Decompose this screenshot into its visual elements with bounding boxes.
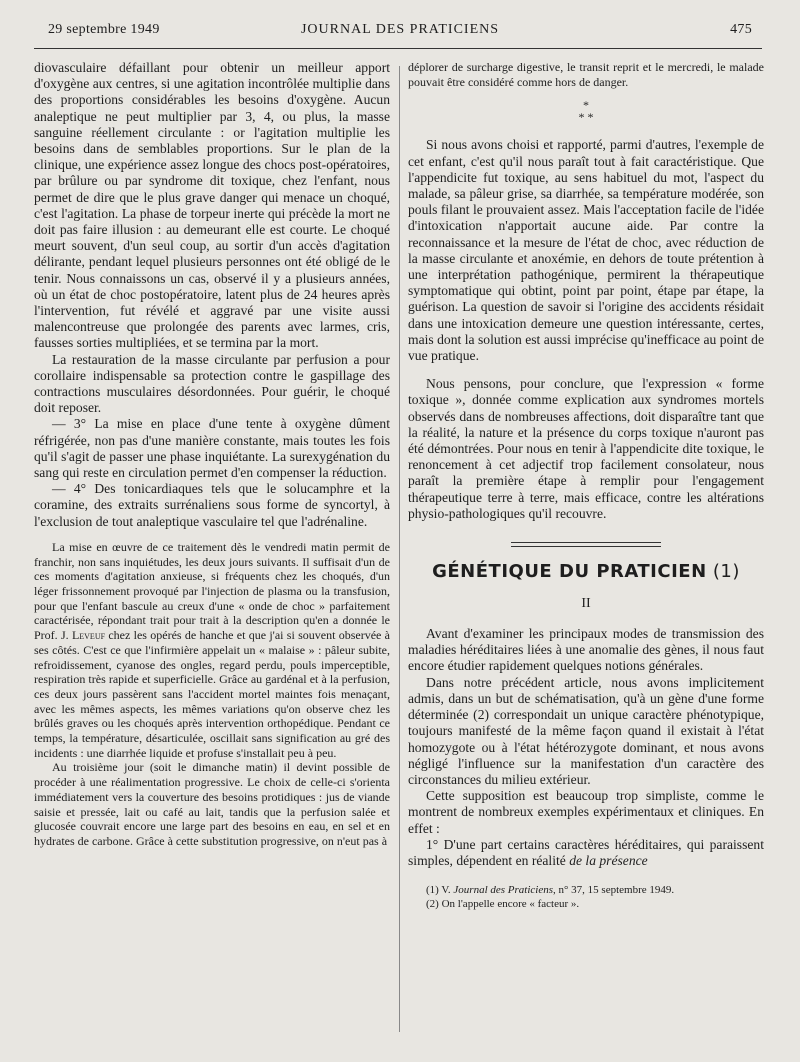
paragraph: Dans notre précédent article, nous avons implicitement admis, dans un but de schématisation, qu'à un gène d'une forme déterminée (2) correspondait un unique caractère phénotypique, toujours manifesté de la même façon quand il existait à l'état homozygote ou à l'état hétérozygote dominant, et nous avons négligé l'influence sur la manifestation d'un caractère des circonstances du milieu extérieur.	[408, 674, 764, 787]
paragraph: Avant d'examiner les principaux modes de transmission des maladies héréditaires liées à une anomalie des gènes, il nous faut encore étudier rapidement quelques notions générales.	[408, 626, 764, 674]
paragraph: diovasculaire défaillant pour obtenir un meilleur apport d'oxygène aux centres, si une agitation incontrôlée multiplie dans des proportions considérables les besoins d'oxygène. Aucun analeptique ne peut multiplier par 3, 4, ou plus, la masse sanguine réellement circulante : or l'agitation multiplie les besoins dans de semblables proportions. Sur le plan de la clinique, une expérience assez longue des chocs post-opératoires, par brûlure ou par syndrome dit toxique, chez l'enfant, nous permet de dire que le plus grave danger qui menace un choqué, c'est l'agitation. La phase de torpeur inerte qui précède la mort ne doit pas faire illusion : au demeurant elle est courte. Le choqué meurt souvent, d'un seul coup, au sortir d'un accès d'agitation délirante, pendant lequel plusieurs personnes ont été obligé de le tenir. Nous connaissons un cas, observé il y a plusieurs années, où un état de choc postopératoire, latent plus de 24 heures après l'intervention, fut révélé et aggravé par une visite aussi malencontreuse que prolongée des parents avec larmes, cris, fausses sorties multipliées, et se termina par la mort.	[34, 60, 390, 351]
ornament-rule	[511, 546, 661, 547]
ornament-rule	[511, 542, 661, 543]
section-title-note: (1)	[706, 561, 740, 583]
header-page-number: 475	[730, 22, 752, 37]
paragraph: — 4° Des tonicardiaques tels que le solucamphre et la coramine, des extraits surrénaliens sous forme de syncortyl, à l'exclusion de tout analeptique vasculaire tel que l'adrénaline.	[34, 481, 390, 529]
header-date: 29 septembre 1949	[48, 22, 160, 37]
section-title	[408, 561, 764, 582]
section-numeral: II	[581, 596, 591, 612]
paragraph: Si nous avons choisi et rapporté, parmi d'autres, l'exemple de cet enfant, c'est qu'il nous paraît tout à fait caractéristique. Que l'appendicite fut toxique, au sens habituel du mot, l'aspect du malade, sa pâleur grise, sa diarrhée, sa température modérée, son pouls filant le prouvaient assez. Mais l'acceptation facile de l'idée d'intoxication n'apportait aucune aide. Par contre la reconnaissance et la mesure de l'état de choc, avec réduction de la masse circulante et anoxémie, en dehors de toute prétention à une interprétation pathogénique, permirent la thérapeutique symptomatique qui obtint, point par point, étape par étape, la guérison. La question de savoir si l'origine des accidents résidait dans une intoxication demeure une question intéressante, certes, mais dont la solution est aussi imprécise qu'inefficace au point de vue pratique.	[408, 137, 764, 364]
text-run: 1° D'une part certains caractères héréditaires, qui paraissent simples, dépendent en réalité	[408, 836, 764, 868]
footnote-text: , n° 37, 15 septembre 1949.	[553, 884, 675, 897]
footnote	[408, 897, 764, 911]
paragraph: La restauration de la masse circulante par perfusion a pour corollaire indispensable sa protection contre le gaspillage des contractions musculaires désordonnées. Pour guérir, le choqué doit reposer.	[34, 351, 390, 416]
left-large-text	[34, 60, 390, 530]
right-column	[408, 60, 764, 1042]
column-divider	[399, 66, 400, 1032]
section-ornament	[511, 542, 661, 547]
paragraph: Nous pensons, pour conclure, que l'expression « forme toxique », donnée comme explication aux syndromes mortels observés dans de nombreuses affections, doit disparaître tant que la réalité, la nature et la présence du corps toxique n'auront pas été démontrées. Pour nous en tenir à l'appendicite dite toxique, le renoncement à cet adjectif trop facilement consolateur, nous paraît la première étape à remplir pour l'engagement thérapeutique terre à terre, mais efficace, contre les altérations physio-pathologiques qu'il recouvre.	[408, 376, 764, 521]
italic-run: de la présence	[569, 852, 648, 868]
section-title-text: GÉNÉTIQUE DU PRATICIEN	[432, 561, 707, 583]
header-journal-title: JOURNAL DES PRATICIENS	[300, 22, 500, 37]
footnote	[408, 883, 764, 897]
footnotes	[408, 883, 764, 911]
right-large-text	[408, 137, 764, 522]
text-run: chez les opérés de hanche et que j'ai si souvent observée à ses côtés. C'est ce que l'infirmière appelait un « malaise » : pâleur subite, refroidissement, cyanose des ongles, regard perdu, pouls imperceptible, respiration très rapide et superficielle. Grâce au gardénal et à la perfusion, ces deux jours passèrent sans l'accident mortel maintes fois menaçant, avec les mêmes aspects, les mêmes variations qu'on observe chez les brûlés graves ou les choqués après intervention orthopédique. Pendant ce temps, la température, désarticulée, oscillait sans signification au gré des incidents : une diarrhée liquide et profuse s'installait peu à peu.	[34, 628, 390, 760]
footnote-text: (2) On l'appelle encore « facteur ».	[426, 898, 580, 911]
footnote-italic: Journal des Praticiens	[453, 884, 554, 897]
footnote-text: (1) V.	[426, 884, 454, 897]
left-column	[34, 60, 390, 1042]
author-name: Leveuf	[71, 628, 106, 643]
paragraph: déplorer de surcharge digestive, le transit reprit et le mercredi, le malade pouvait être considéré comme hors de danger.	[408, 60, 764, 89]
paragraph: — 3° La mise en place d'une tente à oxygène dûment réfrigérée, non pas d'une manière constante, mais toutes les fois qu'il s'agit de passer une phase inquiétante. La surexygénation du sang qui reste en circulation permet d'en compenser la réduction.	[34, 416, 390, 481]
right-small-text	[408, 60, 764, 89]
header-rule	[34, 48, 762, 49]
running-header	[48, 22, 752, 46]
paragraph	[34, 540, 390, 761]
paragraph: Cette supposition est beaucoup trop simpliste, comme le montrent de nombreux exemples expérimentaux et cliniques. En effet :	[408, 788, 764, 836]
paragraph: Au troisième jour (soit le dimanche matin) il devint possible de procéder à une réalimentation progressive. Le choix de celle-ci s'orienta immédiatement vers la couverture des besoins protidiques : jus de viande saisie et pressée, lait ou café au lait, tandis que la perfusion salée et glucosée couvrait encore une large part des besoins en eau, en sel et en hydrates de carbone. Grâce à cette substitution progressive, on n'eut pas à	[34, 760, 390, 848]
spacer	[408, 364, 764, 376]
section-body	[408, 626, 764, 869]
left-small-text	[34, 540, 390, 849]
section-break-stars: * * *	[578, 98, 594, 125]
text-run: La mise en œuvre de ce traitement dès le vendredi matin permit de franchir, non sans inquiétudes, les deux jours suivants. Il suffisait d'un de ces moments d'agitation anxieuse, si fréquents chez les choqués, d'un léger frissonnement provoqué par l'injection de plasma ou la transfusion, pour que l'enfant bascule au creux d'une « onde de choc » parfaitement caractérisée, répondant trait pour trait à la description qu'en a donnée le Prof. J.	[34, 539, 390, 643]
paragraph	[408, 837, 764, 869]
